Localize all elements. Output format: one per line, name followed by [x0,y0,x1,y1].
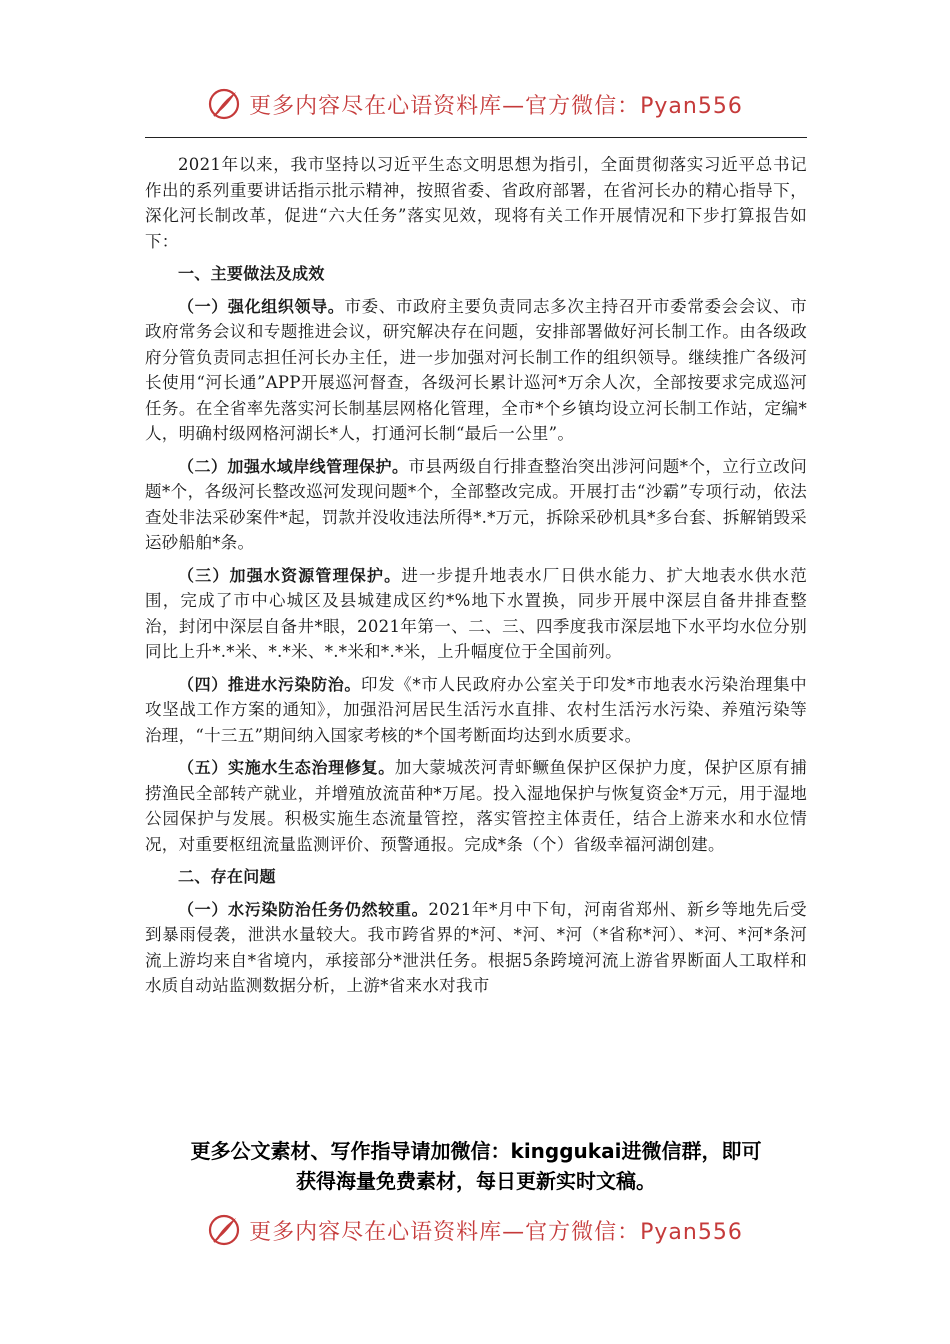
feather-pen-icon [207,87,241,121]
feather-pen-icon [207,1213,241,1247]
paragraph-shoreline: （二）加强水域岸线管理保护。市县两级自行排查整治突出涉河问题*个，立行立改问题*个，各级河长整改巡河发现问题*个，全部整改完成。开展打击“沙霸”专项行动，依法查处非法采砂案件*起，罚款并没收违法所得*.*万元，拆除采砂机具*多台套、拆解销毁采运砂船舶*条。 [145,456,808,552]
paragraph-ecology: （五）实施水生态治理修复。加大蒙城茨河青虾鳜鱼保护区保护力度，保护区原有捕捞渔民全部转产就业，并增殖放流苗种*万尾。投入湿地保护与恢复资金*万元，用于湿地公园保护与发展。积极实施生态流量管控，落实管控主体责任，结合上游来水和水位情况，对重要枢纽流量监测评价、预警通报。完成*条（个）省级幸福河湖创建。 [145,758,807,854]
paragraph-problems: （一）水污染防治任务仍然较重。2021年*月中下旬，河南省郑州、新乡等地先后受到暴雨侵袭，泄洪水量较大。我市跨省界的*河、*河、*河（*省称*河）、*河、*河*条河流上游均来自*省境内，承接部分*泄洪任务。根据5条跨境河流上游省界断面人工取样和水质自动站监测数据分析，上游*省来水对我市 [145,899,807,995]
wechat-promo-line2: 获得海量免费素材，每日更新实时文稿。 [296,1169,656,1193]
section-heading-2: 二、存在问题 [178,867,276,886]
footer-banner-text: 更多内容尽在心语资料库—官方微信：Pyan556 [249,1219,743,1245]
document-body [145,152,807,1006]
footer-banner [0,1210,950,1250]
wechat-promo-line1: 更多公文素材、写作指导请加微信：kinggukai进微信群，即可 [190,1139,762,1163]
wechat-promo [145,1136,807,1196]
paragraph-pollution: （四）推进水污染防治。印发《*市人民政府办公室关于印发*市地表水污染治理集中攻坚战工作方案的通知》，加强沿河居民生活污水直排、农村生活污水污染、养殖污染等治理，“十三五”期间纳入国家考核的*个国考断面均达到水质要求。 [145,674,807,745]
header-divider [145,137,807,138]
paragraph-organization: （一）强化组织领导。市委、市政府主要负责同志多次主持召开市委常委会会议、市政府常务会议和专题推进会议，研究解决存在问题，安排部署做好河长制工作。由各级政府分管负责同志担任河长办主任，进一步加强对河长制工作的组织领导。继续推广各级河长使用“河长通”APP开展巡河督查，各级河长累计巡河*万余人次，全部按要求完成巡河任务。在全省率先落实河长制基层网格化管理，全市*个乡镇均设立河长制工作站，定编*人，明确村级网格河湖长*人，打通河长制“最后一公里”。 [145,296,807,443]
paragraph-water-resources: （三）加强水资源管理保护。进一步提升地表水厂日供水能力、扩大地表水供水范围，完成了市中心城区及县城建成区约*%地下水置换，同步开展中深层自备井排查整治，封闭中深层自备井*眼，2021年第一、二、三、四季度我市深层地下水平均水位分别同比上升*.*米、*.*米、*.*米和*.*米，上升幅度位于全国前列。 [145,565,808,661]
section-heading-1: 一、主要做法及成效 [178,264,325,283]
header-banner-text: 更多内容尽在心语资料库—官方微信：Pyan556 [249,93,743,119]
header-banner [0,84,950,124]
intro-paragraph: 2021年以来，我市坚持以习近平生态文明思想为指引，全面贯彻落实习近平总书记作出的系列重要讲话指示批示精神，按照省委、省政府部署，在省河长办的精心指导下，深化河长制改革，促进“六大任务”落实见效，现将有关工作开展情况和下步打算报告如下： [145,155,807,251]
